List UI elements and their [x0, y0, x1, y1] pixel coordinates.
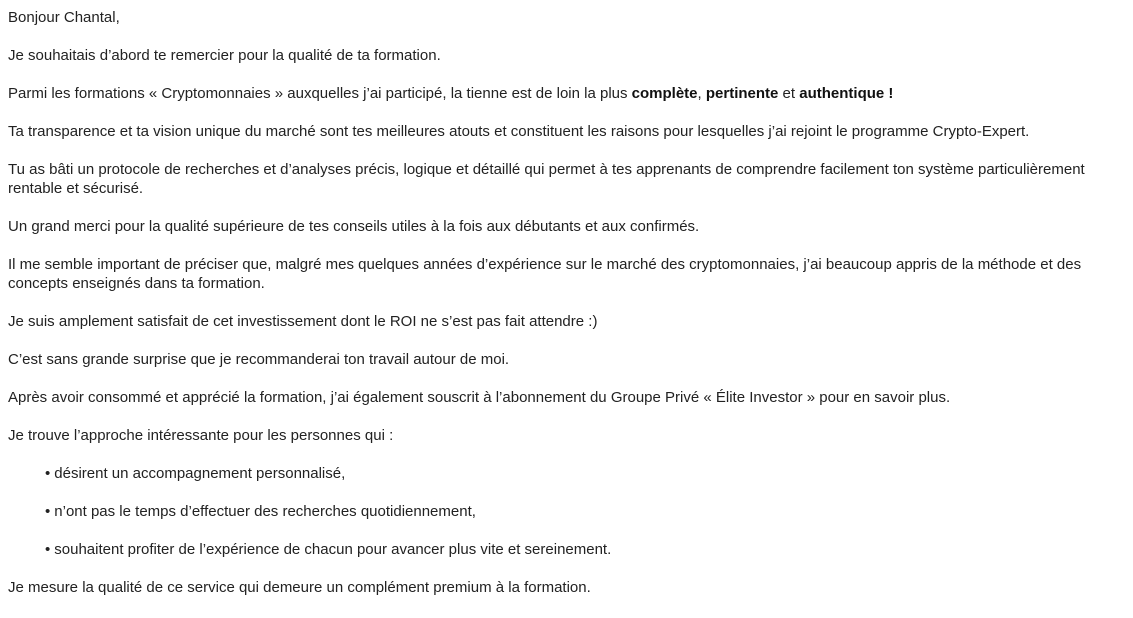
- bold-authentique: authentique: [799, 85, 885, 102]
- paragraph-transparence: Ta transparence et ta vision unique du marché sont tes meilleures atouts et constituent les raisons pour lesquelles j’ai rejoint le programme Crypto-Expert.: [8, 123, 1030, 140]
- list-item: [45, 540, 1133, 559]
- bullet-dot: •: [45, 503, 51, 520]
- paragraph-approche: Je trouve l’approche intéressante pour les personnes qui :: [8, 427, 394, 444]
- bullet-dot: •: [45, 541, 51, 558]
- paragraph-merci: Un grand merci pour la qualité supérieure de tes conseils utiles à la fois aux débutants et aux confirmés.: [8, 218, 700, 235]
- paragraph-abonnement: Après avoir consommé et apprécié la formation, j’ai également souscrit à l’abonnement du Groupe Privé « Élite Investor » pour en savoir plus.: [8, 389, 951, 406]
- formations-end: !: [884, 85, 894, 102]
- formations-sep1: ,: [697, 85, 706, 102]
- formations-text: Parmi les formations « Cryptomonnaies » auxquelles j’ai participé, la tienne est de loin la plus: [8, 85, 632, 102]
- formations-sep2: et: [778, 85, 800, 102]
- paragraph-roi: Je suis amplement satisfait de cet investissement dont le ROI ne s’est pas fait attendre :): [8, 313, 598, 330]
- bold-pertinente: pertinente: [705, 85, 779, 102]
- list-item-text: n’ont pas le temps d’effectuer des recherches quotidiennement,: [54, 503, 476, 520]
- paragraph-experience: Il me semble important de préciser que, malgré mes quelques années d’expérience sur le marché des cryptomonnaies, j’ai beaucoup appris de la méthode et des concepts enseignés dans ta formation.: [8, 256, 1082, 292]
- paragraph-protocole: Tu as bâti un protocole de recherches et d’analyses précis, logique et détaillé qui permet à tes apprenants de comprendre facilement ton système particulièrement rentable et sécurisé.: [8, 161, 1085, 197]
- list-item: [45, 502, 1133, 521]
- list-item: [45, 464, 1133, 483]
- bullet-dot: •: [45, 465, 51, 482]
- list-item-text: souhaitent profiter de l’expérience de chacun pour avancer plus vite et sereinement.: [54, 541, 612, 558]
- paragraph-surprise: C’est sans grande surprise que je recommanderai ton travail autour de moi.: [8, 351, 510, 368]
- paragraph-thanks: Je souhaitais d’abord te remercier pour la qualité de ta formation.: [8, 47, 441, 64]
- list-item-text: désirent un accompagnement personnalisé,: [54, 465, 346, 482]
- paragraph-mesure: Je mesure la qualité de ce service qui demeure un complément premium à la formation.: [8, 579, 591, 596]
- paragraph-formations: [8, 84, 1133, 103]
- bold-complete: complète: [631, 85, 698, 102]
- greeting: Bonjour Chantal,: [8, 9, 120, 26]
